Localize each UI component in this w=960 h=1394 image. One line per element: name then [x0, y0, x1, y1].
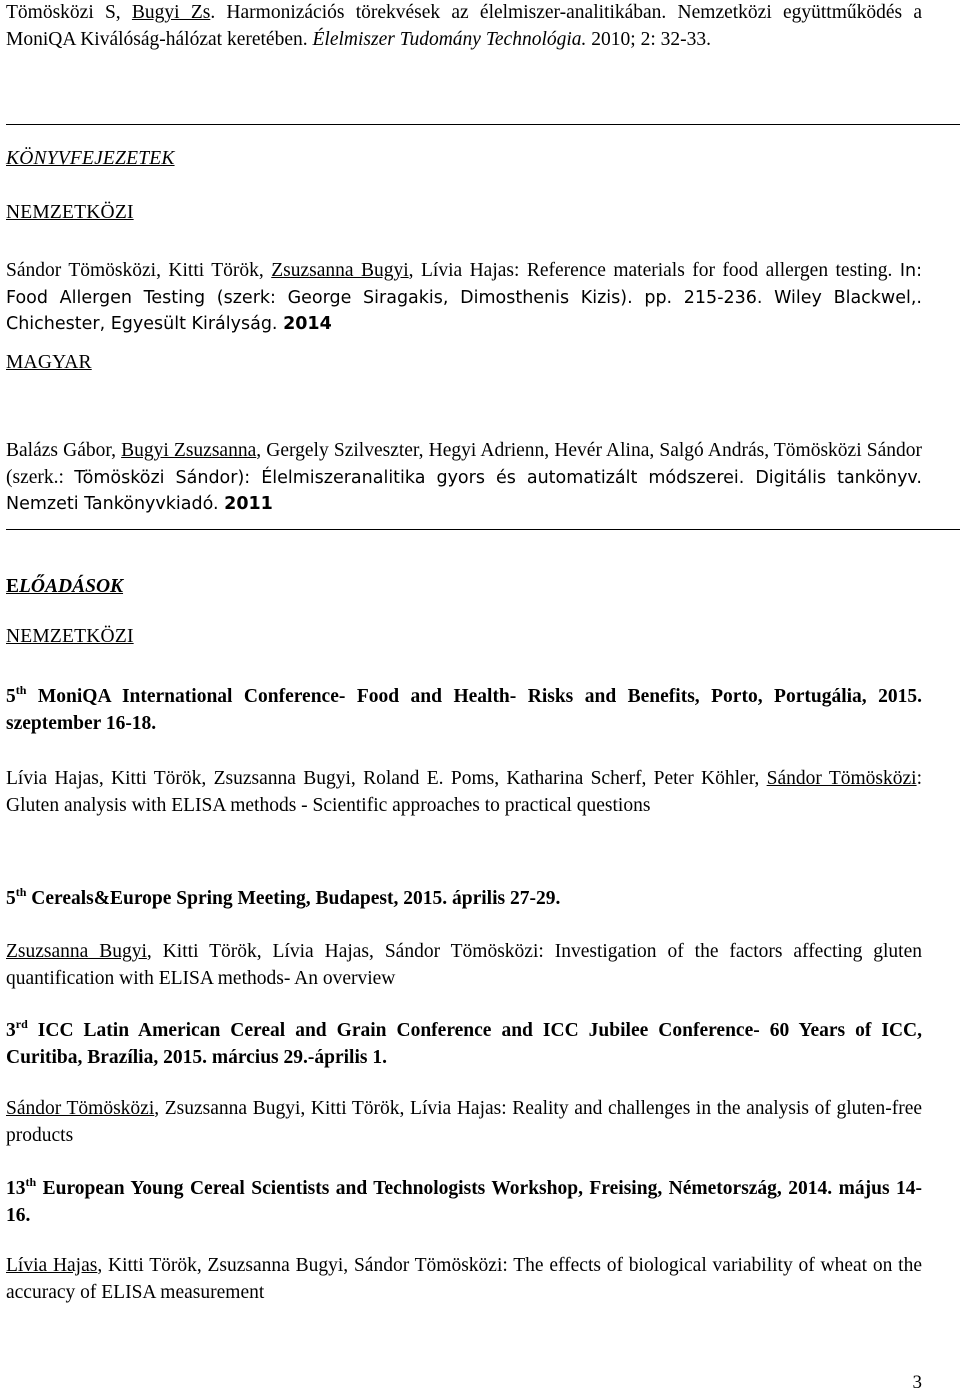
ref-authors: Tömösközi S,	[6, 2, 132, 23]
conf-ordinal: rd	[15, 1017, 28, 1031]
talks-intl-label: NEMZETKÖZI	[6, 626, 134, 647]
ref-volume: 2010; 2: 32-33.	[586, 28, 711, 50]
conf-number: 13	[6, 1178, 26, 1199]
ref-source: In: Food Allergen Testing (szerk: George Siragakis, Dimosthenis Kizis). pp. 215-236. Wiley Blackwel,. Chichester, Egyesült Királyság.	[6, 261, 922, 334]
ref-title: . Harmonizációs törekvések az élelmiszer-analitikában. Nemzetközi együttműködés a MoniQA Kiválóság-hálózat keretében.	[6, 2, 922, 50]
talk-authors	[6, 939, 922, 992]
talk-title: , Zsuzsanna Bugyi, Kitti Török, Lívia Hajas: Reality and challenges in the analysis of gluten-free products	[6, 1098, 922, 1146]
conference-title	[6, 684, 922, 737]
conference-title	[6, 1018, 922, 1071]
conf-number: 3	[6, 1020, 16, 1041]
ref-title: , Gergely Szilveszter, Hegyi Adrienn, Hevér Alina, Salgó András, Tömösközi Sándor (szerk.:	[6, 440, 923, 488]
chapters-intl-label: NEMZETKÖZI	[6, 202, 134, 223]
section-divider	[6, 529, 960, 530]
ref-journal: Élelmiszer Tudomány Technológia.	[312, 28, 587, 50]
ref-author-underlined: Zsuzsanna Bugyi	[271, 260, 409, 281]
conference-title	[6, 1176, 922, 1229]
talk-authors	[6, 766, 922, 819]
conf-name: MoniQA International Conference- Food and Health- Risks and Benefits, Porto, Portugália, 2015. szeptember 16-18.	[6, 686, 922, 734]
conf-ordinal: th	[15, 683, 27, 697]
ref-authors: Balázs Gábor,	[6, 440, 122, 461]
talk-author-underlined: Sándor Tömösközi	[766, 768, 917, 789]
ref-author-underlined: Bugyi Zsuzsanna	[121, 440, 257, 461]
talk-authors	[6, 1096, 922, 1149]
talks-heading-rest: LŐADÁSOK	[19, 576, 124, 597]
talk-author-underlined: Lívia Hajas	[6, 1255, 98, 1276]
section-divider	[6, 124, 960, 125]
talk-author-list: Lívia Hajas, Kitti Török, Zsuzsanna Bugyi, Roland E. Poms, Katharina Scherf, Peter Köhler,	[6, 768, 767, 789]
conf-ordinal: th	[25, 1175, 37, 1189]
talk-title: , Kitti Török, Zsuzsanna Bugyi, Sándor Tömösközi: The effects of biological variability of wheat on the accuracy of ELISA measurement	[6, 1255, 922, 1303]
talks-heading	[6, 574, 922, 601]
talk-title: , Kitti Török, Lívia Hajas, Sándor Tömösközi: Investigation of the factors affecting gluten quantification with ELISA methods- An overview	[6, 941, 923, 989]
conf-ordinal: th	[15, 885, 27, 899]
page-number: 3	[912, 1372, 922, 1393]
ref-author-underlined: Bugyi Zs	[131, 2, 211, 23]
ref-year: 2014	[283, 314, 332, 334]
talk-title: : Gluten analysis with ELISA methods - Scientific approaches to practical questions	[6, 768, 922, 816]
ref-authors: Sándor Tömösközi, Kitti Török,	[6, 260, 272, 281]
conf-name: ICC Latin American Cereal and Grain Conference and ICC Jubilee Conference- 60 Years of ICC, Curitiba, Brazília, 2015. március 29.-április 1.	[6, 1020, 922, 1068]
conf-number: 5	[6, 888, 16, 909]
talk-authors	[6, 1253, 922, 1306]
talk-author-underlined: Zsuzsanna Bugyi	[6, 941, 147, 962]
chapters-hu-label: MAGYAR	[6, 352, 92, 373]
talks-heading-initial: E	[6, 576, 20, 597]
conf-name: Cereals&Europe Spring Meeting, Budapest, 2015. április 27-29.	[26, 888, 561, 909]
intro-reference	[6, 0, 922, 53]
conf-number: 5	[6, 686, 16, 707]
chapter-hu-reference	[6, 438, 922, 518]
conference-title	[6, 886, 922, 913]
talk-author-underlined: Sándor Tömösközi	[6, 1098, 155, 1119]
ref-title: , Lívia Hajas: Reference materials for food allergen testing.	[408, 260, 900, 281]
conf-name: European Young Cereal Scientists and Technologists Workshop, Freising, Németország, 2014. május 14-16.	[6, 1178, 922, 1226]
ref-year: 2011	[224, 494, 273, 514]
ref-source: Tömösközi Sándor): Élelmiszeranalitika gyors és automatizált módszerei. Digitális tankönyv. Nemzeti Tankönyvkiadó.	[6, 467, 922, 514]
chapter-intl-reference	[6, 258, 922, 338]
chapters-heading: KÖNYVFEJEZETEK	[6, 148, 175, 169]
